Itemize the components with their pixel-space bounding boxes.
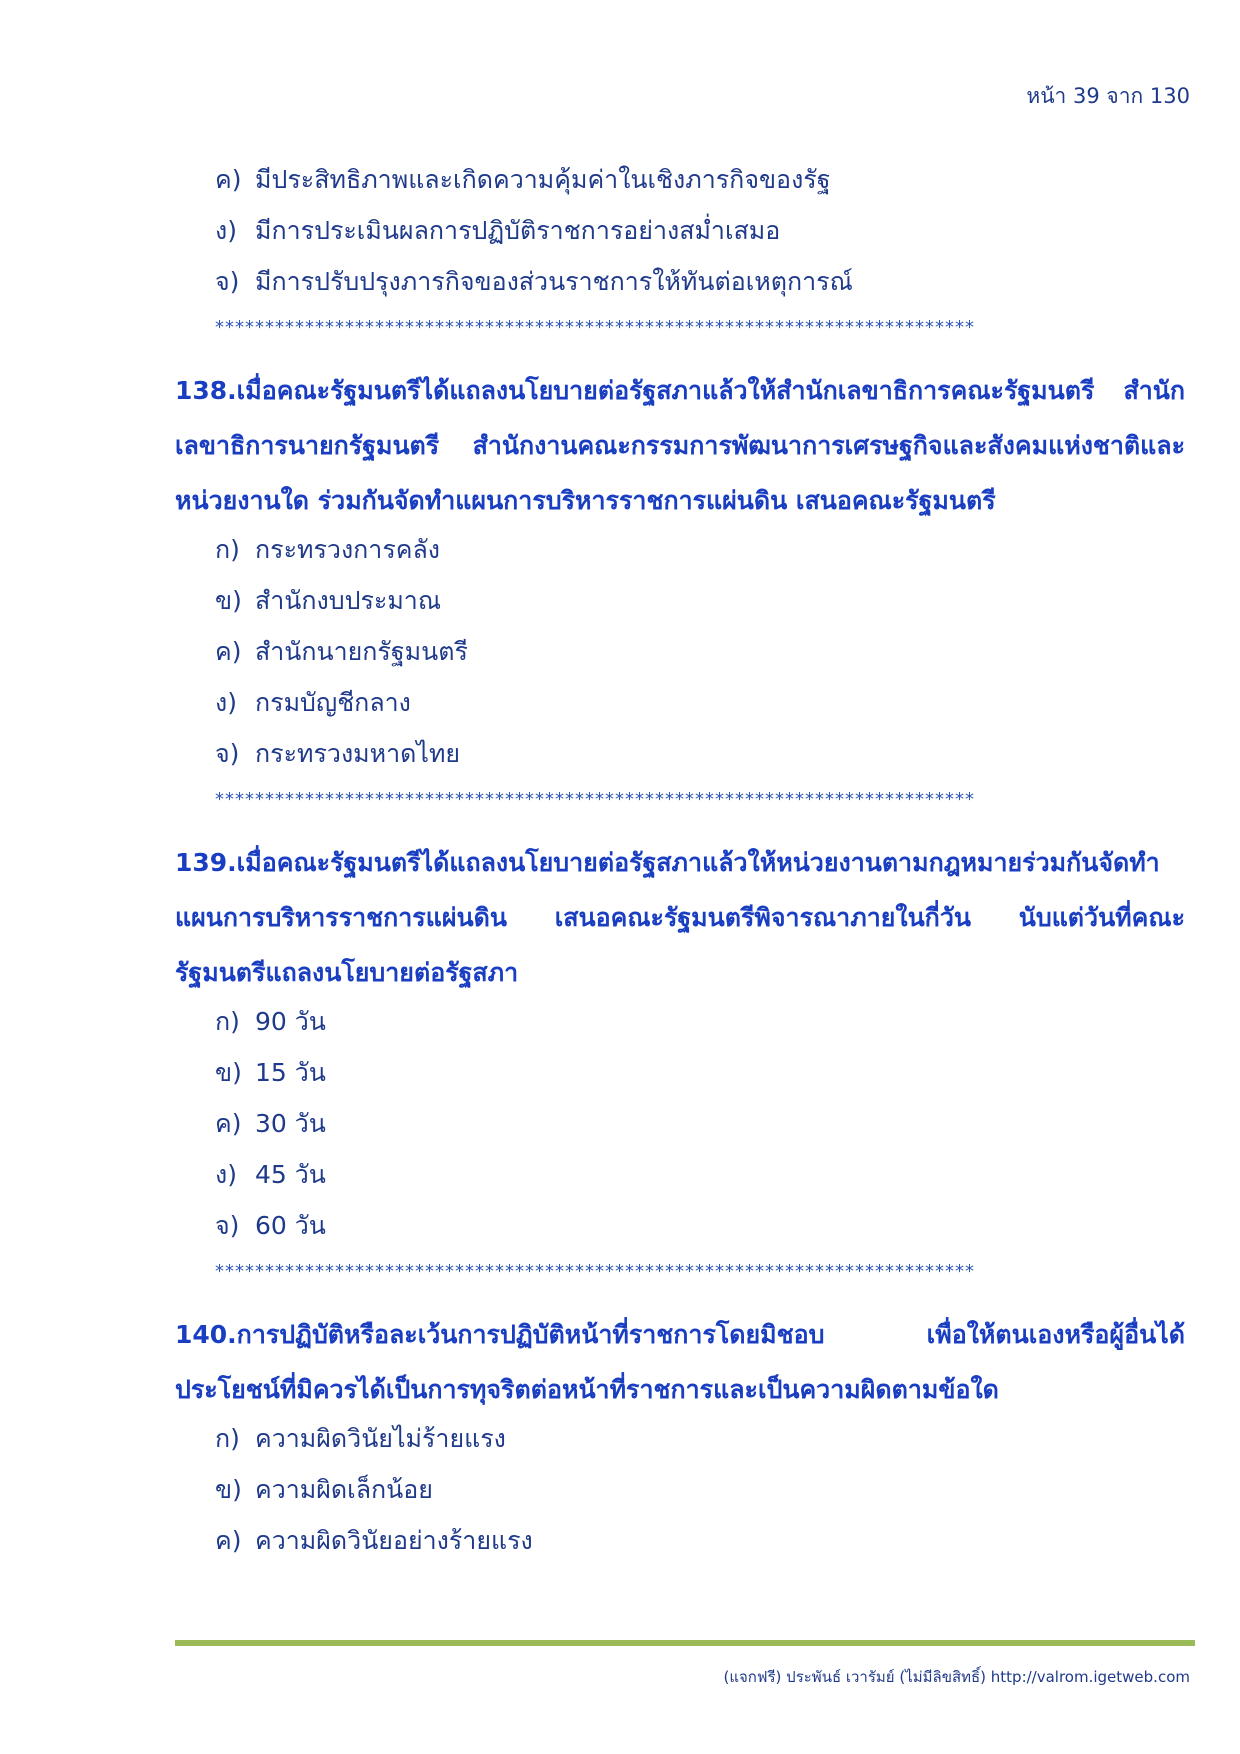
option-text: ความผิดวินัยไม่ร้ายแรง [255,1424,506,1453]
option-letter: ข) [215,1475,242,1504]
footer-credit: (แจกฟรี) ประพันธ์ เวารัมย์ (ไม่มีลิขสิทธิ์) http://valrom.igetweb.com [723,1668,1190,1686]
separator-line: **************************************************************************** [215,317,975,338]
option-item [175,530,1185,581]
option-text: มีการปรับปรุงภารกิจของส่วนราชการให้ทันต่อเหตุการณ์ [255,267,853,296]
question-138: 138.เมื่อคณะรัฐมนตรีได้แถลงนโยบายต่อรัฐสภาแล้วให้สำนักเลขาธิการคณะรัฐมนตรี สำนักเลขาธิการนายกรัฐมนตรี สำนักงานคณะกรรมการพัฒนาการเศรษฐกิจและสังคมแห่งชาติและหน่วยงานใด ร่วมกันจัดทำแผนการบริหารราชการแผ่นดิน เสนอคณะรัฐมนตรี [175,376,1185,515]
option-text: ความผิดวินัยอย่างร้ายแรง [255,1526,533,1555]
option-item [175,160,1185,211]
separator-line: **************************************************************************** [215,789,975,810]
question-139: 139.เมื่อคณะรัฐมนตรีได้แถลงนโยบายต่อรัฐสภาแล้วให้หน่วยงานตามกฎหมายร่วมกันจัดทำแผนการบริหารราชการแผ่นดิน เสนอคณะรัฐมนตรีพิจารณาภายในกี่วัน นับแต่วันที่คณะรัฐมนตรีแถลงนโยบายต่อรัฐสภา [175,848,1185,987]
footer-divider [175,1640,1195,1646]
option-letter: ง) [215,216,237,245]
option-text: 60 วัน [255,1211,326,1240]
option-letter: ค) [215,165,242,194]
option-item [175,262,1185,313]
option-item [175,1470,1185,1521]
option-item [175,211,1185,262]
option-letter: ค) [215,637,242,666]
option-item [175,1053,1185,1104]
option-letter: ข) [215,1058,242,1087]
option-letter: ง) [215,1160,237,1189]
option-text: กรมบัญชีกลาง [255,688,411,717]
option-letter: ก) [215,535,240,564]
option-item [175,1104,1185,1155]
option-letter: ก) [215,1007,240,1036]
option-letter: จ) [215,1211,240,1240]
option-letter: ข) [215,586,242,615]
option-item [175,1521,1185,1572]
option-text: 30 วัน [255,1109,326,1138]
option-text: สำนักนายกรัฐมนตรี [255,637,468,666]
option-item [175,1155,1185,1206]
option-item [175,1002,1185,1053]
option-text: มีประสิทธิภาพและเกิดความคุ้มค่าในเชิงภารกิจของรัฐ [255,165,831,194]
option-letter: ค) [215,1526,242,1555]
option-text: 15 วัน [255,1058,326,1087]
question-140: 140.การปฏิบัติหรือละเว้นการปฏิบัติหน้าที่ราชการโดยมิชอบ เพื่อให้ตนเองหรือผู้อื่นได้ประโยชน์ที่มิควรได้เป็นการทุจริตต่อหน้าที่ราชการและเป็นความผิดตามข้อใด [175,1320,1185,1404]
option-item [175,683,1185,734]
option-text: ความผิดเล็กน้อย [255,1475,433,1504]
option-text: 45 วัน [255,1160,326,1189]
option-text: กระทรวงมหาดไทย [255,739,461,768]
option-item [175,632,1185,683]
option-letter: ง) [215,688,237,717]
option-letter: จ) [215,267,240,296]
page-number: หน้า 39 จาก 130 [1026,84,1190,108]
option-text: มีการประเมินผลการปฏิบัติราชการอย่างสม่ำเสมอ [255,216,781,245]
option-text: สำนักงบประมาณ [255,586,442,615]
option-item [175,1419,1185,1470]
option-text: 90 วัน [255,1007,326,1036]
option-text: กระทรวงการคลัง [255,535,440,564]
option-item [175,734,1185,785]
option-item [175,581,1185,632]
option-letter: ค) [215,1109,242,1138]
option-letter: ก) [215,1424,240,1453]
separator-line: **************************************************************************** [215,1261,975,1282]
document-body [175,160,1185,1572]
option-letter: จ) [215,739,240,768]
option-item [175,1206,1185,1257]
